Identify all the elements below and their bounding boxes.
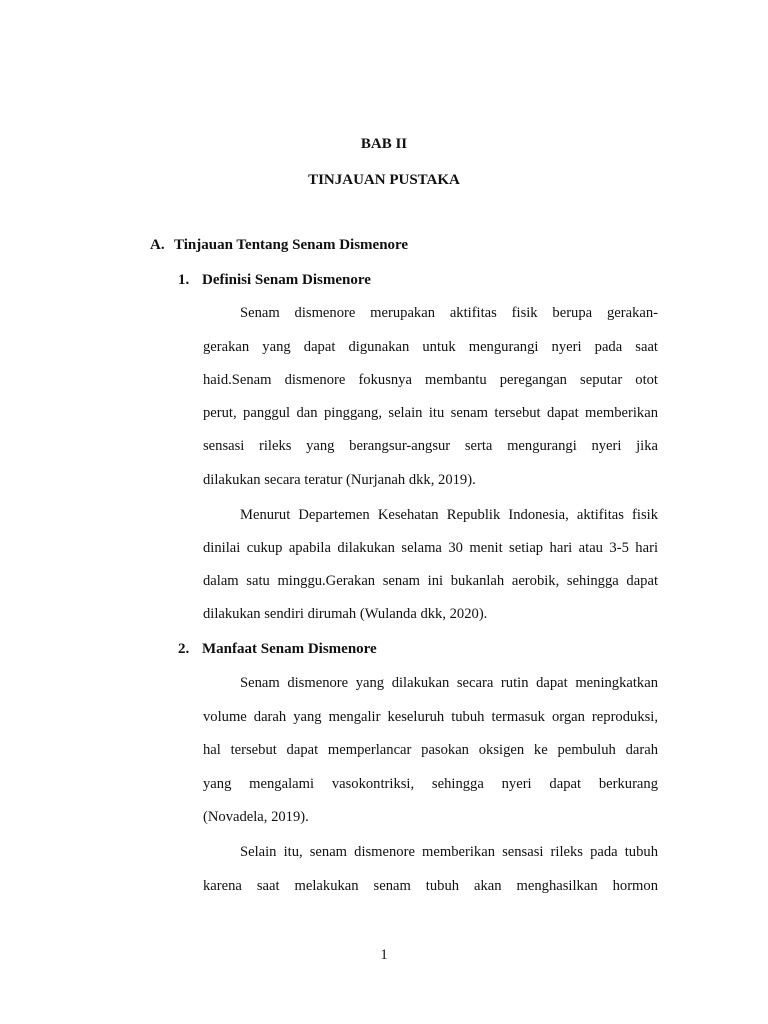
paragraph-line: karena saat melakukan senam tubuh akan menghasilkan hormon xyxy=(203,878,658,894)
paragraph-line: dilakukan secara teratur (Nurjanah dkk, 2019). xyxy=(203,472,476,488)
chapter-title: TINJAUAN PUSTAKA xyxy=(308,172,460,188)
section-a-heading xyxy=(150,237,408,254)
subsection-2-number: 2. xyxy=(178,641,190,657)
paragraph-line: gerakan yang dapat digunakan untuk mengurangi nyeri pada saat xyxy=(203,339,658,355)
paragraph-line: hal tersebut dapat memperlancar pasokan oksigen ke pembuluh darah xyxy=(203,742,658,758)
paragraph-line: dalam satu minggu.Gerakan senam ini bukanlah aerobik, sehingga dapat xyxy=(203,573,658,589)
subsection-1-title: Definisi Senam Dismenore xyxy=(202,272,371,288)
subsection-1-number: 1. xyxy=(178,272,190,288)
subsection-2-title: Manfaat Senam Dismenore xyxy=(202,641,377,657)
paragraph-line: perut, panggul dan pinggang, selain itu senam tersebut dapat memberikan xyxy=(203,405,658,421)
paragraph-line: haid.Senam dismenore fokusnya membantu peregangan seputar otot xyxy=(203,372,658,388)
paragraph-line: sensasi rileks yang berangsur-angsur serta mengurangi nyeri jika xyxy=(203,438,658,454)
section-a-title: Tinjauan Tentang Senam Dismenore xyxy=(174,237,409,253)
chapter-label: BAB II xyxy=(360,136,408,152)
paragraph-line: yang mengalami vasokontriksi, sehingga nyeri dapat berkurang xyxy=(203,776,658,792)
paragraph-line: volume darah yang mengalir keseluruh tubuh termasuk organ reproduksi, xyxy=(203,709,658,725)
section-a-number: A. xyxy=(150,237,165,253)
paragraph-line: dilakukan sendiri dirumah (Wulanda dkk, 2020). xyxy=(203,606,488,622)
page-number: 1 xyxy=(380,947,388,963)
paragraph-line: (Novadela, 2019). xyxy=(203,809,309,825)
subsection-1-heading xyxy=(178,272,371,289)
paragraph-line: Selain itu, senam dismenore memberikan sensasi rileks pada tubuh xyxy=(240,844,658,860)
subsection-2-heading xyxy=(178,641,377,658)
paragraph-line: dinilai cukup apabila dilakukan selama 30 menit setiap hari atau 3-5 hari xyxy=(203,540,658,556)
paragraph-line: Senam dismenore merupakan aktifitas fisik berupa gerakan- xyxy=(240,305,658,321)
paragraph-line: Senam dismenore yang dilakukan secara rutin dapat meningkatkan xyxy=(240,675,658,691)
paragraph-line: Menurut Departemen Kesehatan Republik Indonesia, aktifitas fisik xyxy=(240,507,658,523)
